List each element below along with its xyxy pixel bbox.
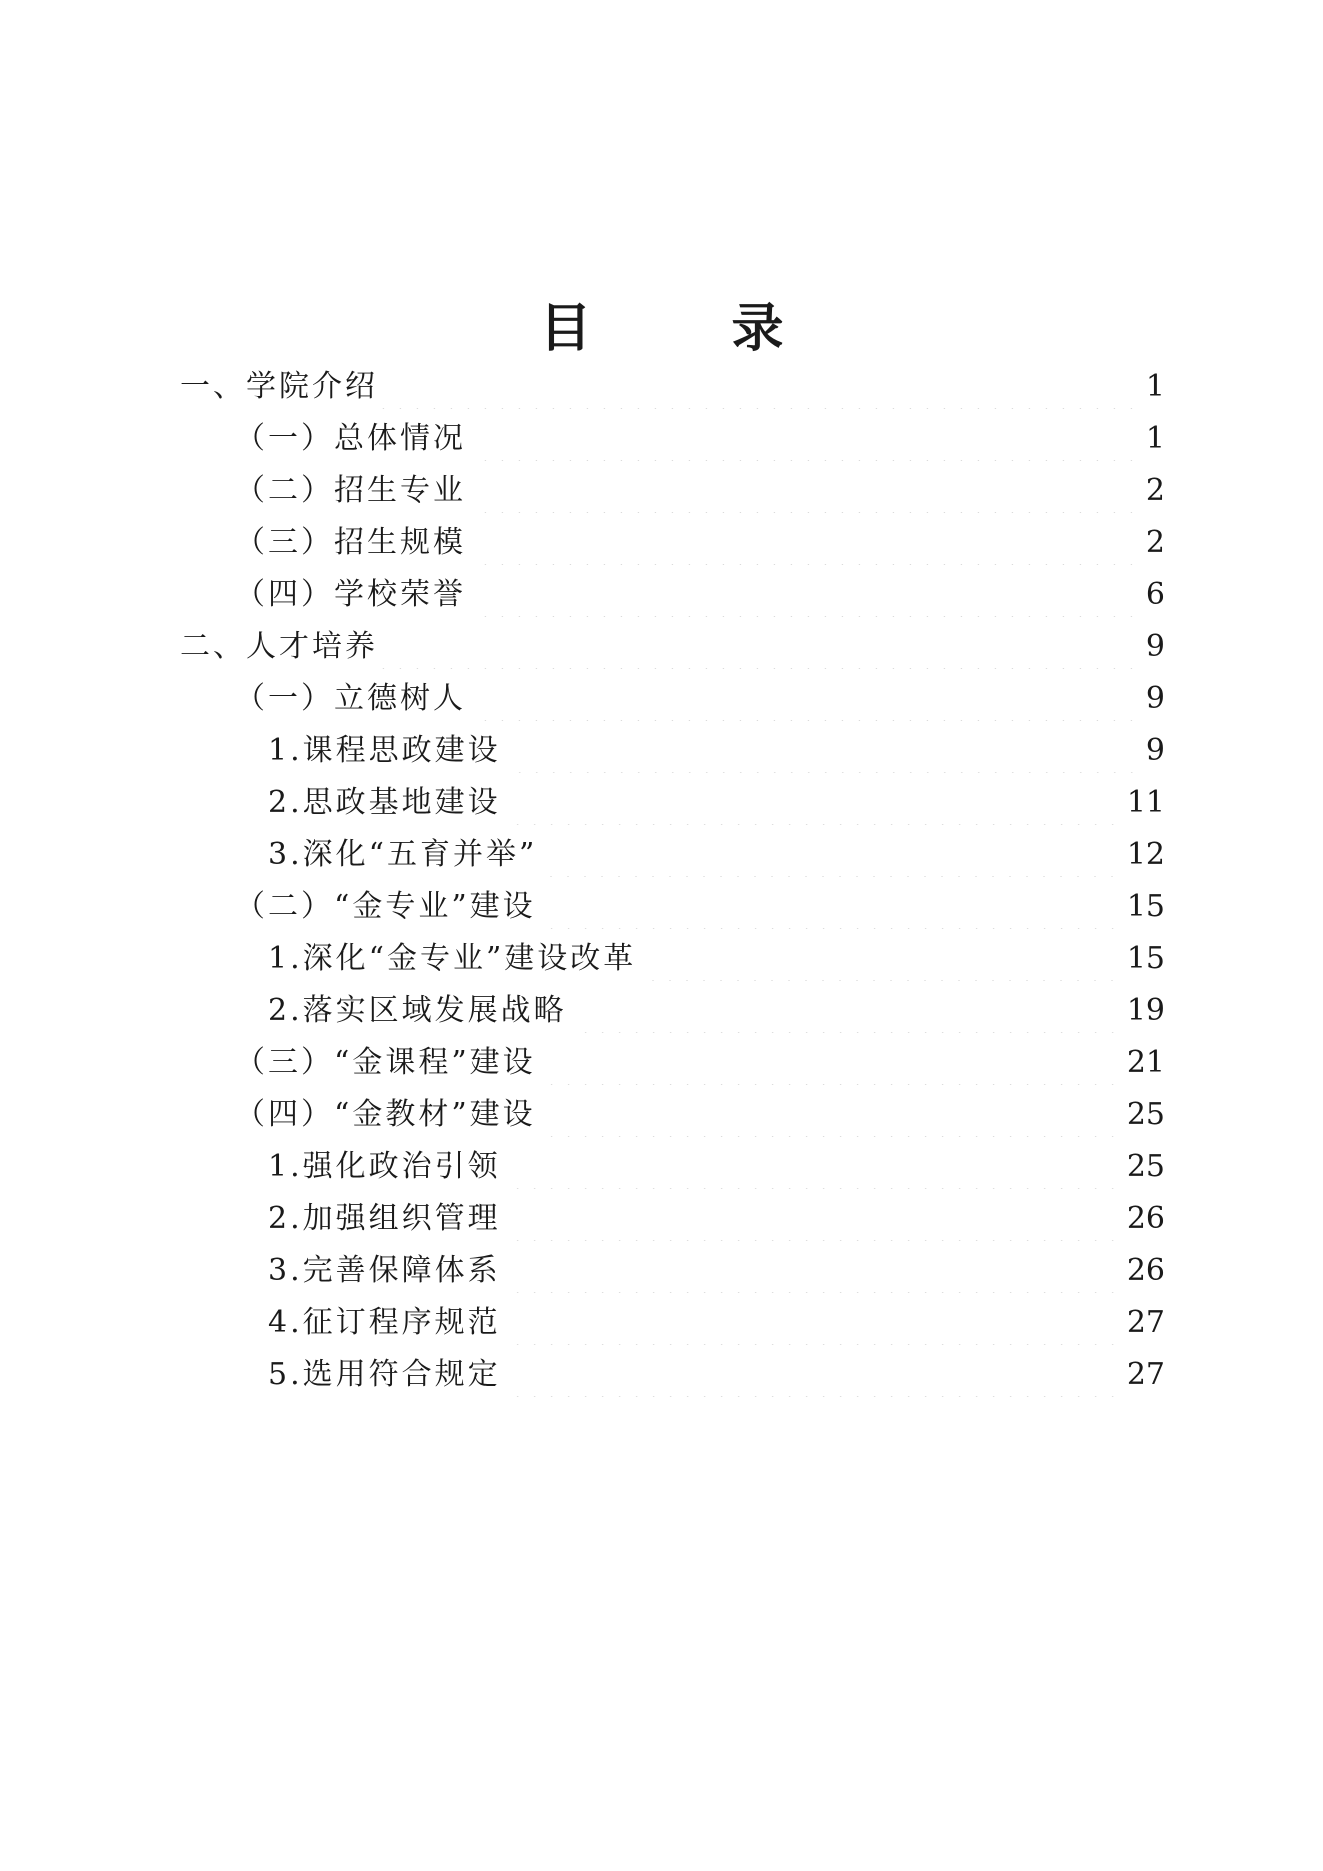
toc-entry[interactable] <box>268 1249 1165 1293</box>
toc-entry[interactable] <box>268 1197 1165 1241</box>
toc-entry-label: 一、学院介绍 <box>180 369 378 404</box>
toc-entry-page: 11 <box>1126 785 1165 820</box>
toc-entry-label: 2.落实区域发展战略 <box>268 993 567 1028</box>
toc-entry-label: （三）招生规模 <box>235 525 466 560</box>
toc-entry-label: 5.选用符合规定 <box>268 1357 501 1392</box>
toc-entry-page: 2 <box>1145 473 1165 508</box>
toc-entry-label: 3.完善保障体系 <box>268 1253 501 1288</box>
toc-entry[interactable] <box>268 833 1165 877</box>
dot-leader <box>382 365 1140 409</box>
toc-entry-label: （一）立德树人 <box>235 681 466 716</box>
toc-entry[interactable] <box>235 417 1165 461</box>
toc-entry[interactable] <box>235 1093 1165 1137</box>
toc-entry-page: 19 <box>1126 993 1165 1028</box>
toc-entry[interactable] <box>235 1041 1165 1085</box>
toc-entry-page: 27 <box>1126 1305 1165 1340</box>
toc-entry-page: 9 <box>1145 733 1165 768</box>
dot-leader <box>541 833 1121 877</box>
toc-entry[interactable] <box>235 573 1165 617</box>
dot-leader <box>505 1353 1121 1397</box>
toc-entry[interactable] <box>180 625 1165 669</box>
toc-entry-label: 3.深化“五育并举” <box>268 837 538 872</box>
toc-entry-page: 25 <box>1126 1097 1165 1132</box>
toc-entry[interactable] <box>268 1145 1165 1189</box>
toc-entry-label: 1.深化“金专业”建设改革 <box>268 941 637 976</box>
toc-entry-label: （一）总体情况 <box>235 421 466 456</box>
toc-entry[interactable] <box>180 365 1165 409</box>
toc-entry-label: 2.思政基地建设 <box>268 785 501 820</box>
toc-entry-page: 15 <box>1126 941 1165 976</box>
dot-leader <box>382 625 1140 669</box>
toc-entry-page: 15 <box>1126 889 1165 924</box>
toc-entry[interactable] <box>235 677 1165 721</box>
toc-entry-label: （四）“金教材”建设 <box>235 1097 536 1132</box>
toc-entry[interactable] <box>268 937 1165 981</box>
toc-entry-page: 9 <box>1145 629 1165 664</box>
toc-entry-label: （二）招生专业 <box>235 473 466 508</box>
toc-entry-label: 1.强化政治引领 <box>268 1149 501 1184</box>
toc-entry-label: 二、人才培养 <box>180 629 378 664</box>
toc-entry-page: 26 <box>1126 1253 1165 1288</box>
dot-leader <box>505 729 1140 773</box>
dot-leader <box>505 1145 1121 1189</box>
toc-entry-page: 26 <box>1126 1201 1165 1236</box>
toc-entry[interactable] <box>235 469 1165 513</box>
dot-leader <box>505 1301 1121 1345</box>
dot-leader <box>571 989 1121 1033</box>
dot-leader <box>470 521 1140 565</box>
toc-entry-page: 12 <box>1126 837 1165 872</box>
toc-entry[interactable] <box>268 729 1165 773</box>
dot-leader <box>540 885 1121 929</box>
toc-entry-label: （三）“金课程”建设 <box>235 1045 536 1080</box>
toc-entry-label: 4.征订程序规范 <box>268 1305 501 1340</box>
dot-leader <box>540 1041 1121 1085</box>
toc-entry-page: 6 <box>1145 577 1165 612</box>
dot-leader <box>470 573 1140 617</box>
toc-entry-page: 21 <box>1126 1045 1165 1080</box>
toc-entry[interactable] <box>235 521 1165 565</box>
toc-entry-page: 2 <box>1145 525 1165 560</box>
dot-leader <box>505 781 1121 825</box>
toc-entry-label: （二）“金专业”建设 <box>235 889 536 924</box>
dot-leader <box>470 469 1140 513</box>
toc-entry[interactable] <box>268 989 1165 1033</box>
toc-entry[interactable] <box>268 1353 1165 1397</box>
toc-entry-label: 1.课程思政建设 <box>268 733 501 768</box>
toc-entry[interactable] <box>268 781 1165 825</box>
dot-leader <box>505 1249 1121 1293</box>
page-title: 目 录 <box>539 298 828 359</box>
toc-entry-label: （四）学校荣誉 <box>235 577 466 612</box>
toc-entry[interactable] <box>268 1301 1165 1345</box>
dot-leader <box>470 677 1140 721</box>
toc-entry[interactable] <box>235 885 1165 929</box>
dot-leader <box>540 1093 1121 1137</box>
toc-entry-page: 27 <box>1126 1357 1165 1392</box>
dot-leader <box>470 417 1140 461</box>
toc-entry-page: 1 <box>1145 421 1165 456</box>
toc-entry-page: 1 <box>1145 369 1165 404</box>
dot-leader <box>505 1197 1121 1241</box>
toc-entry-label: 2.加强组织管理 <box>268 1201 501 1236</box>
dot-leader <box>640 937 1121 981</box>
toc-entry-page: 25 <box>1126 1149 1165 1184</box>
toc-entry-page: 9 <box>1145 681 1165 716</box>
